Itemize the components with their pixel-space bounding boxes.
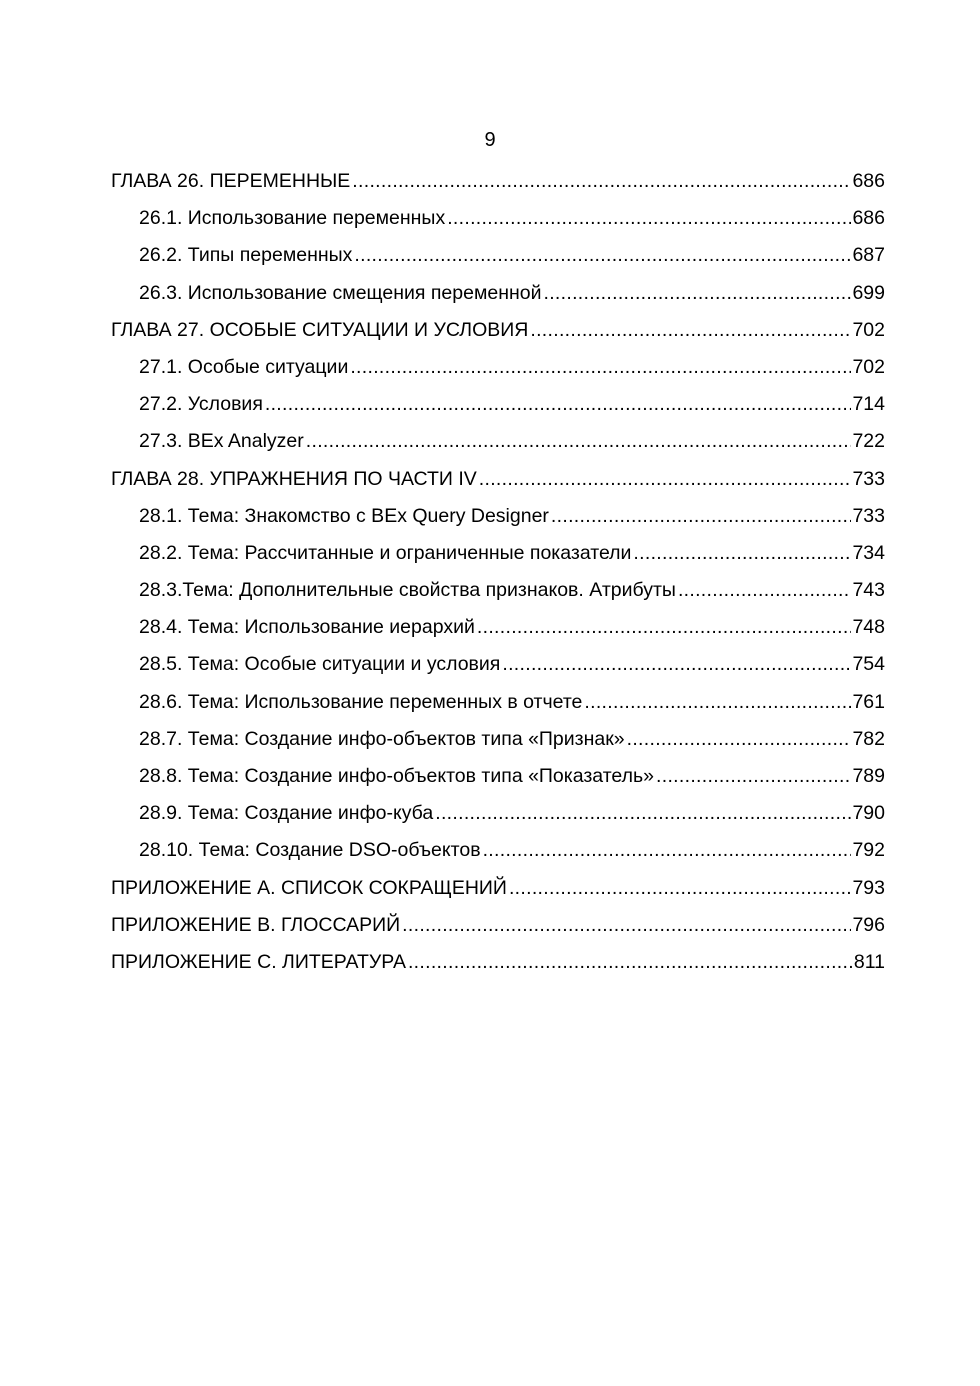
toc-dot-leader — [265, 390, 852, 418]
toc-entry-title: ПРИЛОЖЕНИЕ A. СПИСОК СОКРАЩЕНИЙ — [111, 876, 507, 899]
toc-chapter-entry[interactable] — [111, 874, 885, 911]
toc-entry-title: ГЛАВА 27. ОСОБЫЕ СИТУАЦИИ И УСЛОВИЯ — [111, 318, 529, 341]
toc-section-entry[interactable] — [111, 427, 885, 464]
toc-entry-title: 26.1. Использование переменных — [139, 207, 446, 230]
toc-section-entry[interactable] — [111, 390, 885, 427]
toc-entry-title: 28.3.Тема: Дополнительные свойства признаков. Атрибуты — [139, 579, 676, 602]
toc-dot-leader — [530, 316, 851, 344]
toc-section-entry[interactable] — [111, 539, 885, 576]
toc-entry-title: 28.1. Тема: Знакомство с BEx Query Designer — [139, 504, 549, 527]
toc-dot-leader — [543, 279, 851, 307]
toc-entry-page: 790 — [852, 802, 885, 825]
toc-entry-page: 761 — [852, 690, 885, 713]
toc-dot-leader — [509, 874, 852, 902]
toc-dot-leader — [584, 688, 851, 716]
toc-section-entry[interactable] — [111, 688, 885, 725]
toc-entry-page: 793 — [852, 876, 885, 899]
toc-section-entry[interactable] — [111, 650, 885, 687]
toc-entry-title: 28.4. Тема: Использование иерархий — [139, 616, 475, 639]
toc-entry-title: 27.1. Особые ситуации — [139, 355, 349, 378]
toc-dot-leader — [447, 204, 851, 232]
toc-entry-title: 28.2. Тема: Рассчитанные и ограниченные показатели — [139, 541, 632, 564]
toc-dot-leader — [633, 539, 851, 567]
toc-dot-leader — [354, 241, 851, 269]
toc-chapter-entry[interactable] — [111, 948, 885, 985]
toc-entry-page: 789 — [852, 765, 885, 787]
toc-entry-page: 733 — [852, 504, 885, 527]
toc-entry-page: 686 — [852, 207, 885, 230]
toc-section-entry[interactable] — [111, 502, 885, 539]
toc-section-entry[interactable] — [111, 576, 885, 613]
toc-dot-leader — [352, 167, 851, 195]
toc-entry-title: 28.5. Тема: Особые ситуации и условия — [139, 653, 501, 676]
toc-entry-page: 733 — [852, 467, 885, 490]
table-of-contents — [111, 167, 885, 985]
toc-entry-page: 792 — [852, 839, 885, 862]
toc-entry-page: 743 — [852, 579, 885, 602]
toc-entry-page: 687 — [852, 244, 885, 267]
toc-section-entry[interactable] — [111, 279, 885, 316]
toc-chapter-entry[interactable] — [111, 167, 885, 204]
toc-entry-page: 734 — [852, 541, 885, 564]
toc-dot-leader — [551, 502, 852, 530]
toc-dot-leader — [408, 948, 853, 976]
toc-entry-title: 28.9. Тема: Создание инфо-куба — [139, 802, 434, 825]
toc-entry-title: ГЛАВА 28. УПРАЖНЕНИЯ ПО ЧАСТИ IV — [111, 467, 477, 490]
toc-entry-title: ПРИЛОЖЕНИЕ C. ЛИТЕРАТУРА — [111, 950, 406, 973]
toc-entry-title: ПРИЛОЖЕНИЕ B. ГЛОССАРИЙ — [111, 913, 401, 936]
toc-section-entry[interactable] — [111, 241, 885, 278]
toc-entry-title: 28.6. Тема: Использование переменных в отчете — [139, 690, 583, 713]
toc-entry-page: 754 — [852, 653, 885, 676]
toc-dot-leader — [678, 576, 852, 604]
toc-dot-leader — [483, 836, 852, 864]
toc-entry-page: 748 — [852, 616, 885, 639]
toc-chapter-entry[interactable] — [111, 316, 885, 353]
toc-entry-title: 26.2. Типы переменных — [139, 244, 353, 267]
toc-entry-title: 28.7. Тема: Создание инфо-объектов типа «Признак» — [139, 727, 625, 750]
toc-dot-leader — [627, 725, 852, 753]
toc-entry-page: 686 — [852, 170, 885, 192]
toc-entry-title: ГЛАВА 26. ПЕРЕМЕННЫЕ — [111, 170, 351, 192]
toc-chapter-entry[interactable] — [111, 911, 885, 948]
toc-dot-leader — [477, 613, 852, 641]
toc-section-entry[interactable] — [111, 353, 885, 390]
toc-section-entry[interactable] — [111, 725, 885, 762]
toc-entry-page: 702 — [852, 318, 885, 341]
toc-entry-page: 699 — [852, 281, 885, 304]
toc-section-entry[interactable] — [111, 762, 885, 799]
toc-entry-title: 28.8. Тема: Создание инфо-объектов типа «Показатель» — [139, 765, 655, 787]
toc-chapter-entry[interactable] — [111, 465, 885, 502]
toc-entry-page: 782 — [852, 727, 885, 750]
toc-section-entry[interactable] — [111, 613, 885, 650]
toc-dot-leader — [656, 762, 851, 790]
toc-dot-leader — [435, 799, 851, 827]
toc-dot-leader — [306, 427, 852, 455]
toc-entry-page: 796 — [852, 913, 885, 936]
toc-entry-page: 722 — [852, 430, 885, 453]
toc-section-entry[interactable] — [111, 836, 885, 873]
toc-entry-title: 26.3. Использование смещения переменной — [139, 281, 542, 304]
toc-entry-title: 28.10. Тема: Создание DSO-объектов — [139, 839, 481, 862]
toc-dot-leader — [402, 911, 851, 939]
toc-entry-page: 714 — [852, 393, 885, 416]
page-number: 9 — [484, 129, 496, 151]
toc-dot-leader — [479, 465, 852, 493]
toc-entry-page: 811 — [853, 950, 885, 973]
toc-dot-leader — [350, 353, 851, 381]
toc-section-entry[interactable] — [111, 204, 885, 241]
toc-entry-title: 27.3. BEx Analyzer — [139, 430, 304, 453]
toc-section-entry[interactable] — [111, 799, 885, 836]
toc-entry-title: 27.2. Условия — [139, 393, 263, 416]
toc-entry-page: 702 — [852, 355, 885, 378]
toc-dot-leader — [502, 650, 851, 678]
